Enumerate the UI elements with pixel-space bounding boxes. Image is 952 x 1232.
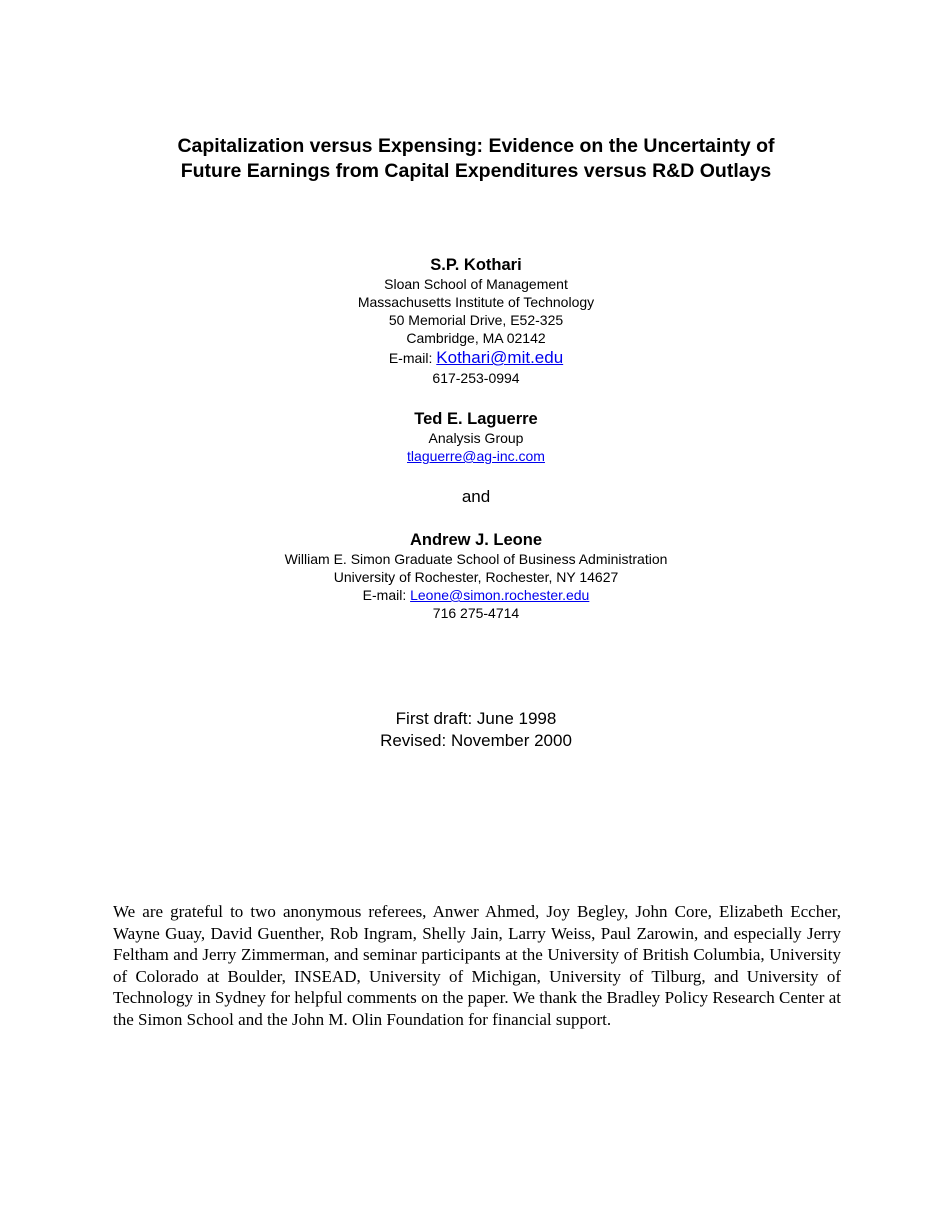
email-line	[0, 586, 952, 604]
title-line-2: Future Earnings from Capital Expenditures versus R&D Outlays	[180, 160, 772, 182]
draft-dates	[0, 708, 952, 752]
affiliation-line: 50 Memorial Drive, E52-325	[388, 312, 564, 328]
email-link[interactable]: Kothari@mit.edu	[436, 348, 564, 367]
email-link[interactable]: Leone@simon.rochester.edu	[410, 587, 590, 603]
author-block-leone	[0, 530, 952, 622]
phone-number: 617-253-0994	[432, 370, 520, 386]
affiliation-line: Cambridge, MA 02142	[406, 330, 546, 346]
author-name: S.P. Kothari	[430, 256, 522, 274]
author-block-kothari	[0, 255, 952, 387]
paper-title	[0, 134, 952, 184]
email-line	[0, 447, 952, 465]
author-name: Ted E. Laguerre	[414, 410, 538, 428]
revised-date: Revised: November 2000	[380, 731, 572, 750]
title-line-1: Capitalization versus Expensing: Evidence on the Uncertainty of	[177, 135, 775, 157]
email-label: E-mail:	[388, 350, 437, 366]
affiliation-line: University of Rochester, Rochester, NY 14627	[333, 569, 619, 585]
email-label: E-mail:	[362, 587, 411, 603]
phone-number: 716 275-4714	[432, 605, 520, 621]
author-name: Andrew J. Leone	[409, 531, 543, 549]
affiliation-line: Analysis Group	[428, 430, 524, 446]
email-line	[0, 347, 952, 369]
first-draft-date: First draft: June 1998	[395, 709, 557, 728]
acknowledgment-paragraph: We are grateful to two anonymous referees, Anwer Ahmed, Joy Begley, John Core, Elizabeth Eccher, Wayne Guay, David Guenther, Rob Ingram, Shelly Jain, Larry Weiss, Paul Zarowin, and especially Jerry Feltham and Jerry Zimmerman, and seminar participants at the University of British Columbia, University of Colorado at Boulder, INSEAD, University of Michigan, University of Tilburg, and University of Technology in Sydney for helpful comments on the paper. We thank the Bradley Policy Research Center at the Simon School and the John M. Olin Foundation for financial support.	[113, 902, 841, 1029]
affiliation-line: William E. Simon Graduate School of Business Administration	[284, 551, 668, 567]
and-separator: and	[461, 487, 491, 506]
affiliation-line: Sloan School of Management	[384, 276, 568, 292]
affiliation-line: Massachusetts Institute of Technology	[357, 294, 595, 310]
author-block-laguerre	[0, 409, 952, 465]
email-link[interactable]: tlaguerre@ag-inc.com	[407, 448, 545, 464]
